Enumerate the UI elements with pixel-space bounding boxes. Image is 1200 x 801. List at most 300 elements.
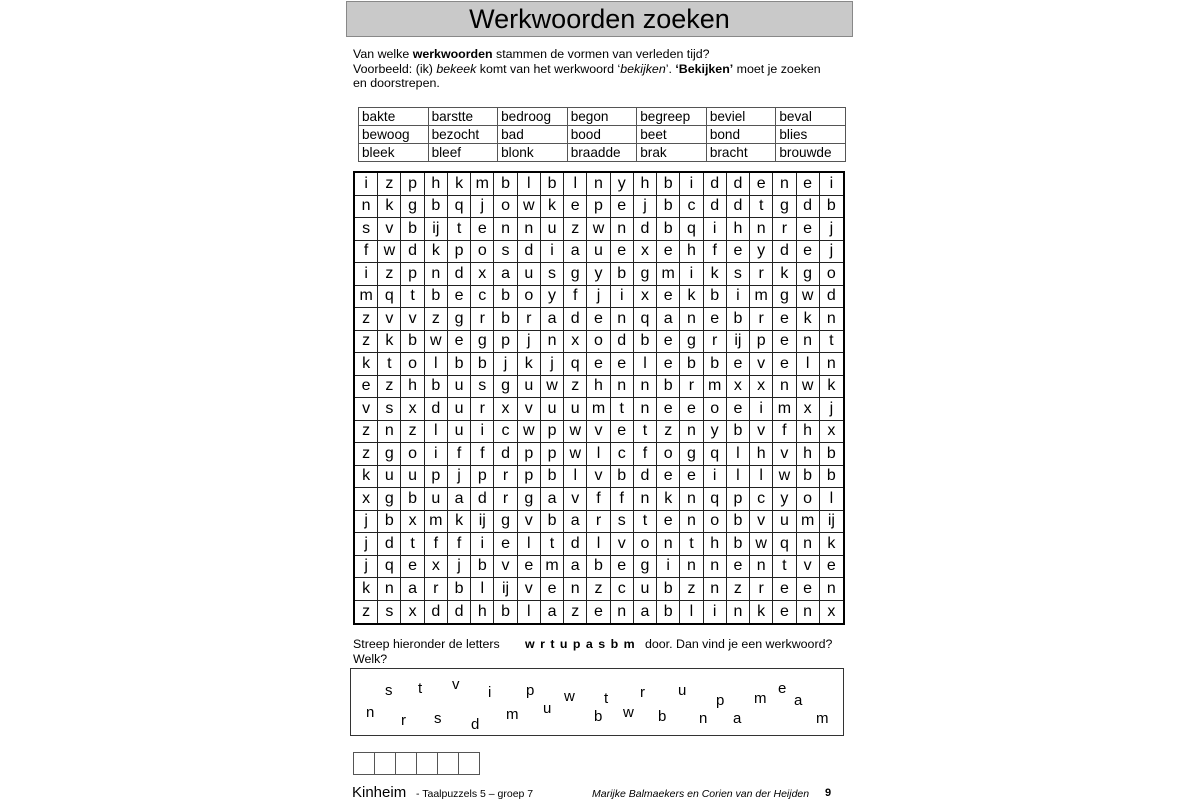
grid-cell[interactable]: b xyxy=(657,601,680,624)
grid-cell[interactable]: h xyxy=(680,241,703,264)
grid-cell[interactable]: p xyxy=(518,466,541,489)
grid-cell[interactable]: r xyxy=(518,308,541,331)
grid-cell[interactable]: n xyxy=(750,218,773,241)
grid-cell[interactable]: n xyxy=(425,263,448,286)
grid-cell[interactable]: z xyxy=(564,218,587,241)
grid-cell[interactable]: v xyxy=(750,421,773,444)
grid-cell[interactable]: k xyxy=(750,601,773,624)
grid-cell[interactable]: b xyxy=(634,331,657,354)
grid-cell[interactable]: w xyxy=(797,376,820,399)
grid-cell[interactable]: u xyxy=(518,376,541,399)
grid-cell[interactable]: k xyxy=(773,263,796,286)
grid-cell[interactable]: u xyxy=(541,398,564,421)
grid-cell[interactable]: p xyxy=(401,173,424,196)
grid-cell[interactable]: i xyxy=(657,556,680,579)
grid-cell[interactable]: n xyxy=(587,173,610,196)
grid-cell[interactable]: p xyxy=(727,488,750,511)
grid-cell[interactable]: k xyxy=(448,511,471,534)
grid-cell[interactable]: b xyxy=(494,286,517,309)
grid-cell[interactable]: e xyxy=(448,286,471,309)
grid-cell[interactable]: e xyxy=(494,533,517,556)
grid-cell[interactable]: k xyxy=(797,308,820,331)
grid-cell[interactable]: b xyxy=(820,466,843,489)
grid-cell[interactable]: s xyxy=(727,263,750,286)
grid-cell[interactable]: s xyxy=(378,398,401,421)
grid-cell[interactable]: b xyxy=(611,466,634,489)
grid-cell[interactable]: t xyxy=(634,421,657,444)
grid-cell[interactable]: u xyxy=(448,398,471,421)
grid-cell[interactable]: b xyxy=(657,578,680,601)
grid-cell[interactable]: z xyxy=(355,601,378,624)
grid-cell[interactable]: a xyxy=(564,241,587,264)
grid-cell[interactable]: l xyxy=(564,466,587,489)
grid-cell[interactable]: a xyxy=(564,511,587,534)
grid-cell[interactable]: t xyxy=(401,533,424,556)
grid-cell[interactable]: ij xyxy=(471,511,494,534)
grid-cell[interactable]: x xyxy=(355,488,378,511)
grid-cell[interactable]: j xyxy=(448,466,471,489)
grid-cell[interactable]: e xyxy=(773,601,796,624)
grid-cell[interactable]: n xyxy=(820,308,843,331)
grid-cell[interactable]: n xyxy=(634,488,657,511)
grid-cell[interactable]: b xyxy=(797,466,820,489)
grid-cell[interactable]: j xyxy=(820,398,843,421)
grid-cell[interactable]: n xyxy=(704,556,727,579)
grid-cell[interactable]: f xyxy=(611,488,634,511)
grid-cell[interactable]: e xyxy=(611,556,634,579)
grid-cell[interactable]: z xyxy=(355,443,378,466)
grid-cell[interactable]: h xyxy=(704,533,727,556)
grid-cell[interactable]: s xyxy=(378,601,401,624)
grid-cell[interactable]: t xyxy=(680,533,703,556)
grid-cell[interactable]: e xyxy=(727,241,750,264)
grid-cell[interactable]: h xyxy=(750,443,773,466)
grid-cell[interactable]: b xyxy=(494,308,517,331)
grid-cell[interactable]: u xyxy=(564,398,587,421)
grid-cell[interactable]: i xyxy=(680,263,703,286)
grid-cell[interactable]: v xyxy=(518,511,541,534)
grid-cell[interactable]: e xyxy=(727,353,750,376)
grid-cell[interactable]: t xyxy=(820,331,843,354)
grid-cell[interactable]: t xyxy=(773,556,796,579)
grid-cell[interactable]: n xyxy=(378,578,401,601)
grid-cell[interactable]: j xyxy=(448,556,471,579)
grid-cell[interactable]: v xyxy=(750,353,773,376)
grid-cell[interactable]: r xyxy=(773,218,796,241)
grid-cell[interactable]: d xyxy=(727,196,750,219)
grid-cell[interactable]: j xyxy=(541,353,564,376)
grid-cell[interactable]: b xyxy=(820,443,843,466)
answer-letter-box[interactable] xyxy=(458,752,480,775)
grid-cell[interactable]: x xyxy=(494,398,517,421)
grid-cell[interactable]: v xyxy=(378,218,401,241)
grid-cell[interactable]: g xyxy=(634,263,657,286)
grid-cell[interactable]: b xyxy=(657,173,680,196)
grid-cell[interactable]: b xyxy=(657,218,680,241)
grid-cell[interactable]: j xyxy=(820,241,843,264)
grid-cell[interactable]: h xyxy=(401,376,424,399)
grid-cell[interactable]: v xyxy=(797,556,820,579)
grid-cell[interactable]: q xyxy=(448,196,471,219)
grid-cell[interactable]: b xyxy=(727,308,750,331)
grid-cell[interactable]: q xyxy=(680,218,703,241)
grid-cell[interactable]: d xyxy=(494,443,517,466)
grid-cell[interactable]: s xyxy=(611,511,634,534)
grid-cell[interactable]: z xyxy=(587,578,610,601)
grid-cell[interactable]: e xyxy=(797,173,820,196)
grid-cell[interactable]: v xyxy=(750,511,773,534)
grid-cell[interactable]: d xyxy=(727,173,750,196)
grid-cell[interactable]: d xyxy=(448,263,471,286)
grid-cell[interactable]: z xyxy=(680,578,703,601)
grid-cell[interactable]: e xyxy=(611,421,634,444)
grid-cell[interactable]: g xyxy=(448,308,471,331)
grid-cell[interactable]: k xyxy=(355,466,378,489)
grid-cell[interactable]: f xyxy=(634,443,657,466)
grid-cell[interactable]: z xyxy=(378,376,401,399)
grid-cell[interactable]: w xyxy=(378,241,401,264)
grid-cell[interactable]: e xyxy=(820,556,843,579)
grid-cell[interactable]: g xyxy=(378,443,401,466)
grid-cell[interactable]: x xyxy=(401,601,424,624)
grid-cell[interactable]: k xyxy=(657,488,680,511)
grid-cell[interactable]: f xyxy=(355,241,378,264)
grid-cell[interactable]: k xyxy=(425,241,448,264)
grid-cell[interactable]: b xyxy=(541,511,564,534)
grid-cell[interactable]: w xyxy=(518,196,541,219)
grid-cell[interactable]: o xyxy=(657,443,680,466)
grid-cell[interactable]: n xyxy=(518,218,541,241)
grid-cell[interactable]: o xyxy=(634,533,657,556)
grid-cell[interactable]: a xyxy=(634,601,657,624)
grid-cell[interactable]: g xyxy=(494,376,517,399)
grid-cell[interactable]: n xyxy=(797,601,820,624)
grid-cell[interactable]: n xyxy=(564,578,587,601)
grid-cell[interactable]: f xyxy=(448,443,471,466)
grid-cell[interactable]: ij xyxy=(494,578,517,601)
grid-cell[interactable]: n xyxy=(680,511,703,534)
grid-cell[interactable]: n xyxy=(797,533,820,556)
grid-cell[interactable]: d xyxy=(704,173,727,196)
grid-cell[interactable]: n xyxy=(355,196,378,219)
grid-cell[interactable]: i xyxy=(680,173,703,196)
grid-cell[interactable]: z xyxy=(657,421,680,444)
grid-cell[interactable]: b xyxy=(425,286,448,309)
grid-cell[interactable]: d xyxy=(820,286,843,309)
grid-cell[interactable]: q xyxy=(378,286,401,309)
grid-cell[interactable]: z xyxy=(727,578,750,601)
grid-cell[interactable]: j xyxy=(518,331,541,354)
grid-cell[interactable]: o xyxy=(401,353,424,376)
grid-cell[interactable]: b xyxy=(541,173,564,196)
grid-cell[interactable]: p xyxy=(587,196,610,219)
grid-cell[interactable]: w xyxy=(750,533,773,556)
grid-cell[interactable]: ij xyxy=(425,218,448,241)
grid-cell[interactable]: f xyxy=(471,443,494,466)
grid-cell[interactable]: q xyxy=(773,533,796,556)
grid-cell[interactable]: m xyxy=(773,398,796,421)
grid-cell[interactable]: a xyxy=(448,488,471,511)
grid-cell[interactable]: a xyxy=(541,601,564,624)
grid-cell[interactable]: n xyxy=(378,421,401,444)
grid-cell[interactable]: w xyxy=(425,331,448,354)
grid-cell[interactable]: b xyxy=(541,466,564,489)
grid-cell[interactable]: e xyxy=(541,578,564,601)
grid-cell[interactable]: q xyxy=(634,308,657,331)
grid-cell[interactable]: o xyxy=(518,286,541,309)
grid-cell[interactable]: p xyxy=(518,443,541,466)
grid-cell[interactable]: n xyxy=(680,556,703,579)
grid-cell[interactable]: e xyxy=(401,556,424,579)
grid-cell[interactable]: r xyxy=(750,263,773,286)
grid-cell[interactable]: e xyxy=(657,511,680,534)
grid-cell[interactable]: c xyxy=(611,443,634,466)
grid-cell[interactable]: n xyxy=(797,331,820,354)
grid-cell[interactable]: t xyxy=(611,398,634,421)
grid-cell[interactable]: u xyxy=(634,578,657,601)
grid-cell[interactable]: l xyxy=(820,488,843,511)
grid-cell[interactable]: g xyxy=(401,196,424,219)
grid-cell[interactable]: w xyxy=(564,421,587,444)
grid-cell[interactable]: h xyxy=(797,443,820,466)
grid-cell[interactable]: o xyxy=(704,511,727,534)
grid-cell[interactable]: n xyxy=(611,601,634,624)
answer-letter-box[interactable] xyxy=(374,752,396,775)
grid-cell[interactable]: u xyxy=(448,421,471,444)
grid-cell[interactable]: b xyxy=(587,556,610,579)
grid-cell[interactable]: l xyxy=(587,443,610,466)
grid-cell[interactable]: l xyxy=(727,466,750,489)
grid-cell[interactable]: e xyxy=(657,353,680,376)
grid-cell[interactable]: n xyxy=(657,533,680,556)
grid-cell[interactable]: r xyxy=(471,398,494,421)
grid-cell[interactable]: ij xyxy=(727,331,750,354)
grid-cell[interactable]: e xyxy=(448,331,471,354)
grid-cell[interactable]: l xyxy=(634,353,657,376)
grid-cell[interactable]: b xyxy=(425,196,448,219)
grid-cell[interactable]: p xyxy=(425,466,448,489)
grid-cell[interactable]: m xyxy=(355,286,378,309)
grid-cell[interactable]: m xyxy=(657,263,680,286)
grid-cell[interactable]: l xyxy=(727,443,750,466)
grid-cell[interactable]: n xyxy=(727,601,750,624)
grid-cell[interactable]: c xyxy=(750,488,773,511)
grid-cell[interactable]: i xyxy=(704,601,727,624)
grid-cell[interactable]: e xyxy=(611,196,634,219)
grid-cell[interactable]: d xyxy=(471,488,494,511)
grid-cell[interactable]: l xyxy=(518,533,541,556)
grid-cell[interactable]: h xyxy=(471,601,494,624)
grid-cell[interactable]: b xyxy=(401,218,424,241)
grid-cell[interactable]: v xyxy=(378,308,401,331)
grid-cell[interactable]: k xyxy=(541,196,564,219)
grid-cell[interactable]: n xyxy=(750,556,773,579)
grid-cell[interactable]: v xyxy=(494,556,517,579)
grid-cell[interactable]: m xyxy=(797,511,820,534)
grid-cell[interactable]: r xyxy=(704,331,727,354)
grid-cell[interactable]: d xyxy=(634,218,657,241)
grid-cell[interactable]: e xyxy=(727,556,750,579)
grid-cell[interactable]: b xyxy=(401,488,424,511)
grid-cell[interactable]: h xyxy=(727,218,750,241)
grid-cell[interactable]: b xyxy=(727,533,750,556)
grid-cell[interactable]: r xyxy=(587,511,610,534)
grid-cell[interactable]: k xyxy=(448,173,471,196)
grid-cell[interactable]: z xyxy=(564,601,587,624)
grid-cell[interactable]: r xyxy=(494,466,517,489)
grid-cell[interactable]: u xyxy=(401,466,424,489)
grid-cell[interactable]: m xyxy=(471,173,494,196)
grid-cell[interactable]: b xyxy=(448,578,471,601)
grid-cell[interactable]: i xyxy=(727,286,750,309)
grid-cell[interactable]: e xyxy=(704,308,727,331)
grid-cell[interactable]: d xyxy=(704,196,727,219)
grid-cell[interactable]: g xyxy=(634,556,657,579)
grid-cell[interactable]: z xyxy=(564,376,587,399)
grid-cell[interactable]: w xyxy=(564,443,587,466)
grid-cell[interactable]: x xyxy=(727,376,750,399)
grid-cell[interactable]: r xyxy=(750,308,773,331)
grid-cell[interactable]: p xyxy=(494,331,517,354)
grid-cell[interactable]: e xyxy=(355,376,378,399)
grid-cell[interactable]: j xyxy=(355,511,378,534)
grid-cell[interactable]: x xyxy=(634,286,657,309)
grid-cell[interactable]: l xyxy=(518,601,541,624)
grid-cell[interactable]: d xyxy=(518,241,541,264)
grid-cell[interactable]: v xyxy=(518,578,541,601)
grid-cell[interactable]: m xyxy=(541,556,564,579)
grid-cell[interactable]: p xyxy=(471,466,494,489)
grid-cell[interactable]: e xyxy=(657,398,680,421)
grid-cell[interactable]: k xyxy=(378,196,401,219)
grid-cell[interactable]: i xyxy=(820,173,843,196)
grid-cell[interactable]: e xyxy=(657,241,680,264)
grid-cell[interactable]: b xyxy=(704,353,727,376)
grid-cell[interactable]: x xyxy=(401,398,424,421)
grid-cell[interactable]: l xyxy=(750,466,773,489)
grid-cell[interactable]: s xyxy=(541,263,564,286)
grid-cell[interactable]: e xyxy=(727,398,750,421)
grid-cell[interactable]: d xyxy=(634,466,657,489)
grid-cell[interactable]: f xyxy=(773,421,796,444)
grid-cell[interactable]: e xyxy=(657,331,680,354)
grid-cell[interactable]: w xyxy=(518,421,541,444)
grid-cell[interactable]: r xyxy=(680,376,703,399)
grid-cell[interactable]: b xyxy=(680,353,703,376)
grid-cell[interactable]: g xyxy=(680,443,703,466)
grid-cell[interactable]: j xyxy=(820,218,843,241)
grid-cell[interactable]: l xyxy=(518,173,541,196)
grid-cell[interactable]: y xyxy=(773,488,796,511)
grid-cell[interactable]: o xyxy=(401,443,424,466)
grid-cell[interactable]: u xyxy=(773,511,796,534)
grid-cell[interactable]: g xyxy=(773,196,796,219)
grid-cell[interactable]: z xyxy=(355,308,378,331)
grid-cell[interactable]: k xyxy=(680,286,703,309)
grid-cell[interactable]: k xyxy=(820,533,843,556)
grid-cell[interactable]: w xyxy=(797,286,820,309)
grid-cell[interactable]: v xyxy=(564,488,587,511)
grid-cell[interactable]: e xyxy=(587,601,610,624)
grid-cell[interactable]: b xyxy=(727,511,750,534)
grid-cell[interactable]: d xyxy=(797,196,820,219)
grid-cell[interactable]: b xyxy=(401,331,424,354)
grid-cell[interactable]: h xyxy=(587,376,610,399)
grid-cell[interactable]: e xyxy=(471,218,494,241)
grid-cell[interactable]: t xyxy=(401,286,424,309)
grid-cell[interactable]: j xyxy=(587,286,610,309)
grid-cell[interactable]: u xyxy=(518,263,541,286)
grid-cell[interactable]: o xyxy=(704,398,727,421)
grid-cell[interactable]: o xyxy=(797,488,820,511)
grid-cell[interactable]: n xyxy=(680,488,703,511)
grid-cell[interactable]: v xyxy=(773,443,796,466)
grid-cell[interactable]: j xyxy=(471,196,494,219)
grid-cell[interactable]: z xyxy=(355,331,378,354)
grid-cell[interactable]: l xyxy=(425,421,448,444)
grid-cell[interactable]: k xyxy=(518,353,541,376)
grid-cell[interactable]: k xyxy=(355,353,378,376)
grid-cell[interactable]: n xyxy=(680,308,703,331)
grid-cell[interactable]: c xyxy=(471,286,494,309)
grid-cell[interactable]: n xyxy=(611,376,634,399)
grid-cell[interactable]: z xyxy=(378,263,401,286)
grid-cell[interactable]: t xyxy=(448,218,471,241)
grid-cell[interactable]: h xyxy=(634,173,657,196)
grid-cell[interactable]: t xyxy=(378,353,401,376)
grid-cell[interactable]: k xyxy=(355,578,378,601)
grid-cell[interactable]: v xyxy=(587,421,610,444)
grid-cell[interactable]: e xyxy=(773,308,796,331)
grid-cell[interactable]: a xyxy=(657,308,680,331)
grid-cell[interactable]: x xyxy=(471,263,494,286)
grid-cell[interactable]: x xyxy=(564,331,587,354)
grid-cell[interactable]: o xyxy=(820,263,843,286)
grid-cell[interactable]: p xyxy=(448,241,471,264)
grid-cell[interactable]: y xyxy=(541,286,564,309)
grid-cell[interactable]: y xyxy=(587,263,610,286)
grid-cell[interactable]: t xyxy=(750,196,773,219)
grid-cell[interactable]: l xyxy=(680,601,703,624)
grid-cell[interactable]: x xyxy=(750,376,773,399)
grid-cell[interactable]: t xyxy=(634,511,657,534)
grid-cell[interactable]: e xyxy=(587,308,610,331)
grid-cell[interactable]: h xyxy=(797,421,820,444)
grid-cell[interactable]: j xyxy=(355,556,378,579)
grid-cell[interactable]: n xyxy=(634,376,657,399)
grid-cell[interactable]: i xyxy=(750,398,773,421)
grid-cell[interactable]: e xyxy=(518,556,541,579)
grid-cell[interactable]: n xyxy=(541,331,564,354)
grid-cell[interactable]: i xyxy=(611,286,634,309)
grid-cell[interactable]: c xyxy=(494,421,517,444)
grid-cell[interactable]: g xyxy=(680,331,703,354)
grid-cell[interactable]: i xyxy=(355,173,378,196)
grid-cell[interactable]: p xyxy=(541,421,564,444)
grid-cell[interactable]: v xyxy=(401,308,424,331)
grid-cell[interactable]: b xyxy=(611,263,634,286)
grid-cell[interactable]: s xyxy=(355,218,378,241)
grid-cell[interactable]: m xyxy=(704,376,727,399)
grid-cell[interactable]: o xyxy=(587,331,610,354)
grid-cell[interactable]: n xyxy=(820,578,843,601)
grid-cell[interactable]: a xyxy=(564,556,587,579)
grid-cell[interactable]: y xyxy=(750,241,773,264)
grid-cell[interactable]: b xyxy=(657,376,680,399)
grid-cell[interactable]: p xyxy=(541,443,564,466)
grid-cell[interactable]: d xyxy=(564,308,587,331)
grid-cell[interactable]: v xyxy=(587,466,610,489)
